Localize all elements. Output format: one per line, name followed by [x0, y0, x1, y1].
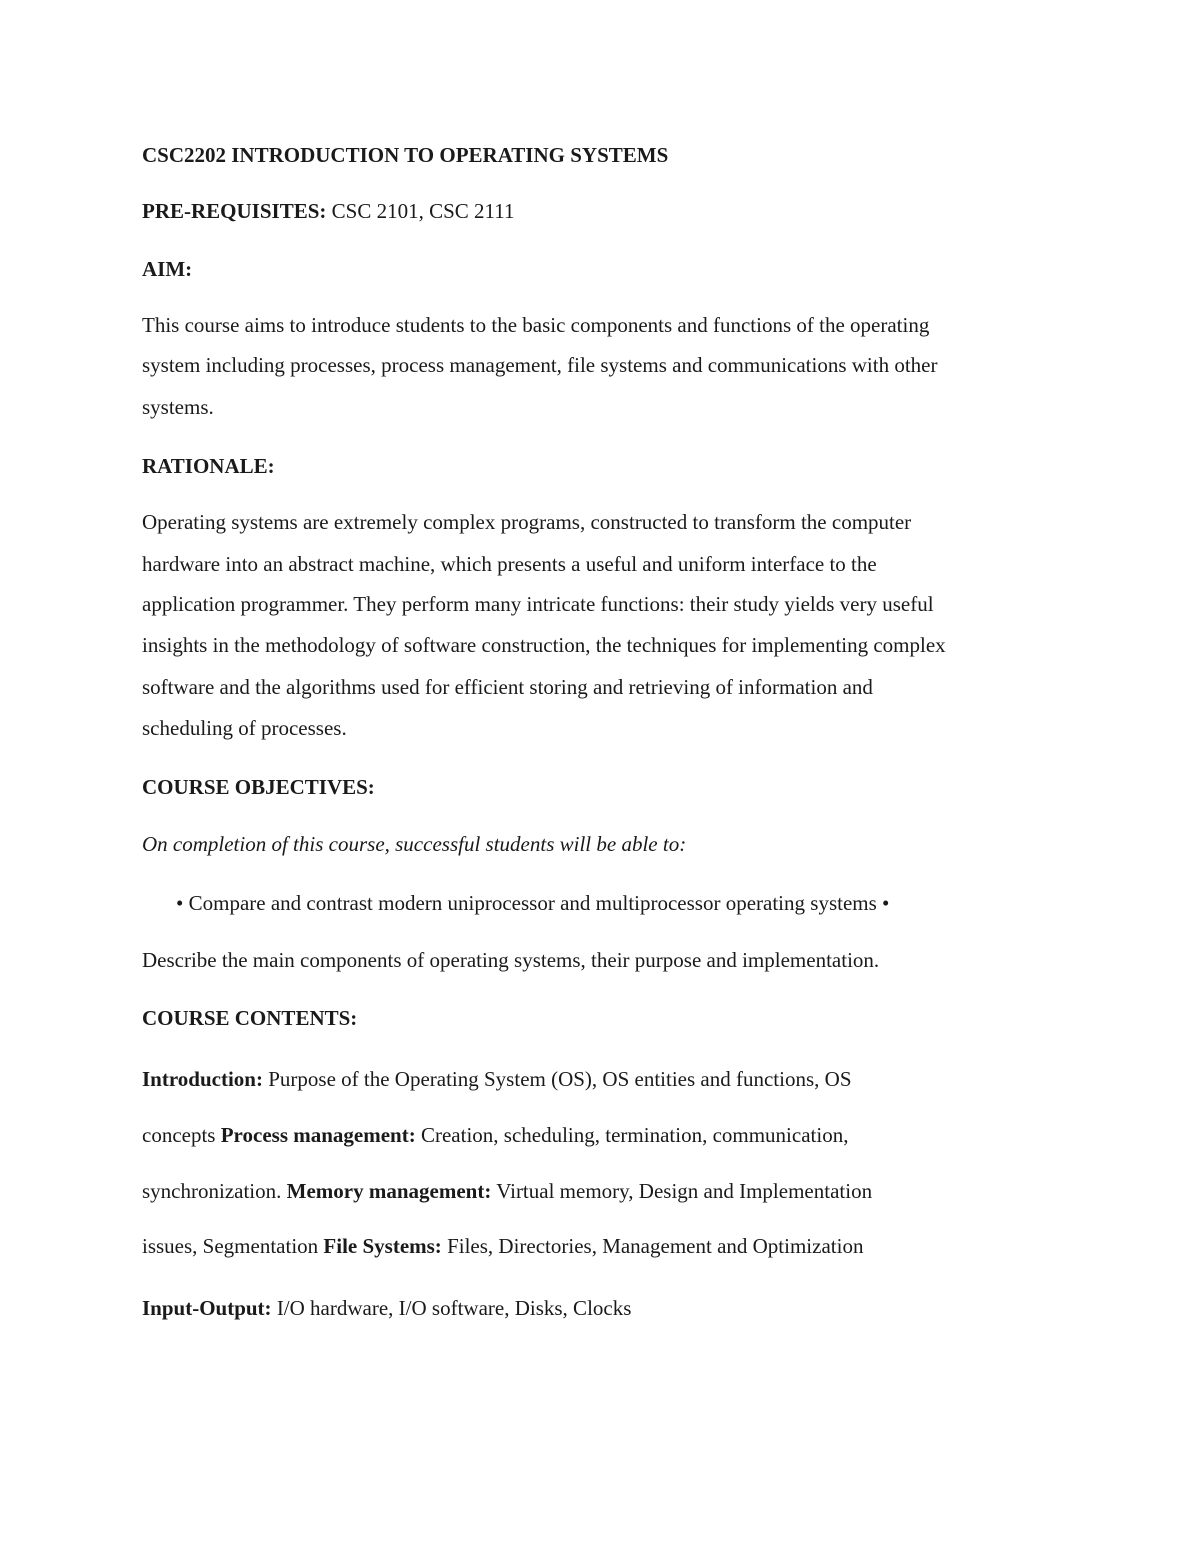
input-output-text: I/O hardware, I/O software, Disks, Clocks — [271, 1296, 632, 1320]
rationale-line-3: application programmer. They perform many intricate functions: their study yields very useful — [142, 592, 934, 616]
introduction-text: Purpose of the Operating System (OS), OS entities and functions, OS — [262, 1067, 852, 1091]
rationale-line-5: software and the algorithms used for efficient storing and retrieving of information and — [142, 675, 873, 699]
rationale-line-4: insights in the methodology of software construction, the techniques for implementing complex — [142, 633, 946, 657]
concepts-text: concepts — [142, 1123, 221, 1147]
contents-line-2 — [142, 1122, 848, 1148]
contents-line-3 — [142, 1178, 872, 1204]
course-title: CSC2202 INTRODUCTION TO OPERATING SYSTEMS — [142, 143, 669, 167]
contents-line-5 — [142, 1295, 631, 1321]
aim-heading: AIM: — [142, 257, 193, 281]
memory-management-label: Memory management: — [286, 1179, 492, 1203]
rationale-line-2: hardware into an abstract machine, which presents a useful and uniform interface to the — [142, 552, 877, 576]
process-management-label: Process management: — [220, 1123, 416, 1147]
contents-line-1 — [142, 1066, 852, 1092]
contents-heading: COURSE CONTENTS: — [142, 1006, 358, 1030]
aim-line-1: This course aims to introduce students to the basic components and functions of the operating — [142, 313, 930, 337]
objectives-line-1: • Compare and contrast modern uniprocessor and multiprocessor operating systems • — [176, 891, 890, 915]
objectives-line-2: Describe the main components of operating systems, their purpose and implementation. — [142, 948, 880, 972]
rationale-line-6: scheduling of processes. — [142, 716, 347, 740]
input-output-label: Input-Output: — [142, 1296, 272, 1320]
memory-management-text: Virtual memory, Design and Implementation — [491, 1179, 873, 1203]
contents-line-4 — [142, 1233, 863, 1259]
aim-line-2: system including processes, process management, file systems and communications with other — [142, 353, 938, 377]
rationale-heading: RATIONALE: — [142, 454, 275, 478]
objectives-intro: On completion of this course, successful students will be able to: — [142, 832, 687, 856]
process-management-text: Creation, scheduling, termination, communication, — [415, 1123, 849, 1147]
prerequisites-label: PRE-REQUISITES: — [142, 199, 327, 223]
segmentation-text: issues, Segmentation — [142, 1234, 324, 1258]
aim-line-3: systems. — [142, 395, 214, 419]
file-systems-label: File Systems: — [323, 1234, 442, 1258]
prerequisites-line — [142, 198, 514, 224]
synchronization-text: synchronization. — [142, 1179, 287, 1203]
objectives-heading: COURSE OBJECTIVES: — [142, 775, 375, 799]
rationale-line-1: Operating systems are extremely complex programs, constructed to transform the computer — [142, 510, 912, 534]
file-systems-text: Files, Directories, Management and Optimization — [441, 1234, 864, 1258]
introduction-label: Introduction: — [142, 1067, 263, 1091]
prerequisites-value: CSC 2101, CSC 2111 — [331, 199, 515, 223]
